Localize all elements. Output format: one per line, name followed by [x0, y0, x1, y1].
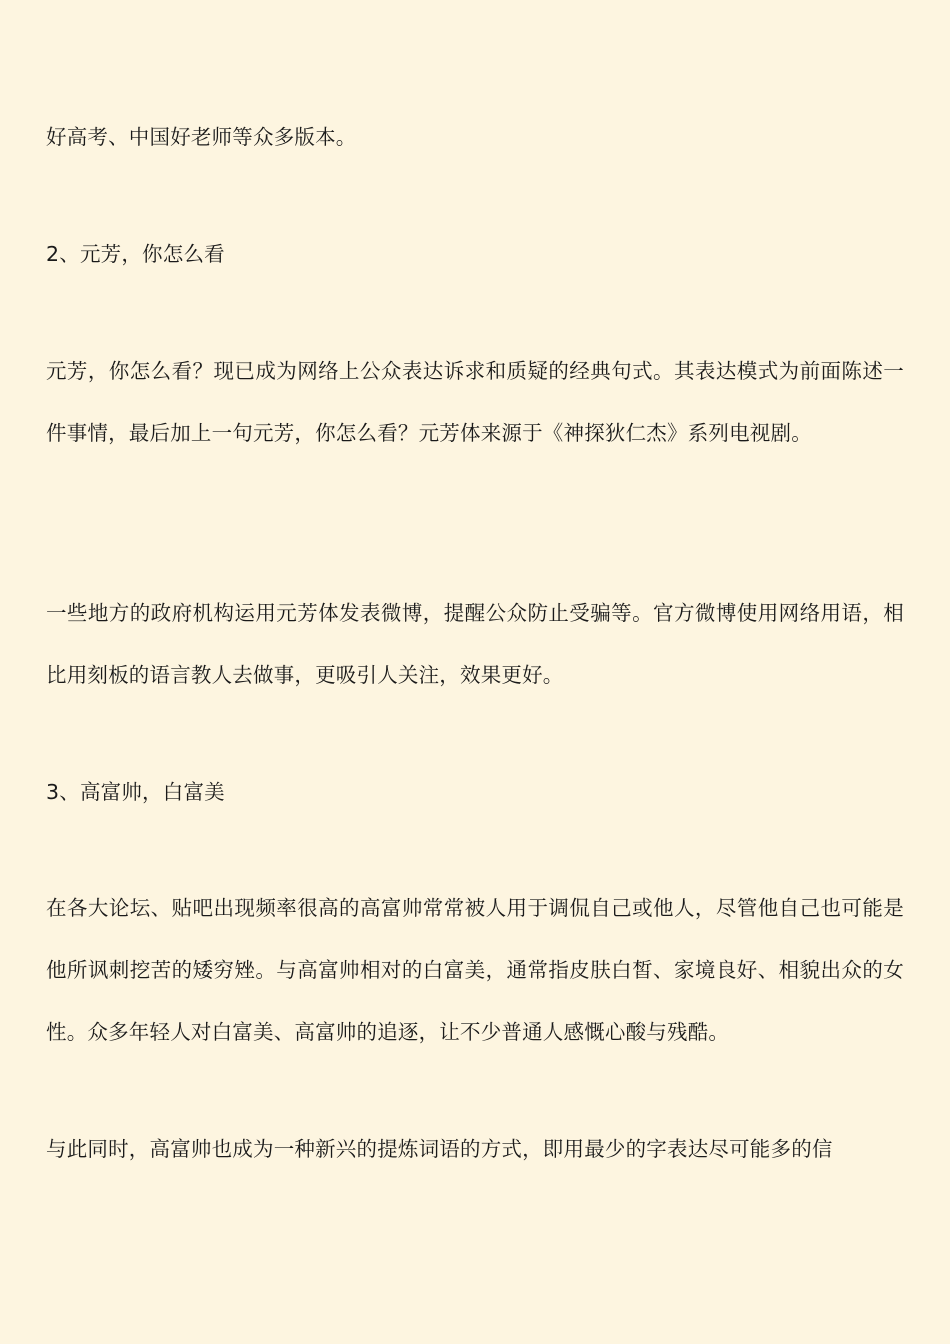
paragraph-gaofushuai-method: 与此同时，高富帅也成为一种新兴的提炼词语的方式，即用最少的字表达尽可能多的信 [46, 1137, 833, 1161]
paragraph-continuation: 好高考、中国好老师等众多版本。 [46, 125, 357, 149]
section-heading-3: 3、高富帅，白富美 [46, 780, 225, 804]
paragraph-yuanfang-intro: 元芳，你怎么看？现已成为网络上公众表达诉求和质疑的经典句式。其表达模式为前面陈述一件事情，最后加上一句元芳，你怎么看？元芳体来源于《神探狄仁杰》系列电视剧。 [46, 359, 904, 445]
paragraph-yuanfang-usage: 一些地方的政府机构运用元芳体发表微博，提醒公众防止受骗等。官方微博使用网络用语，相比用刻板的语言教人去做事，更吸引人关注，效果更好。 [46, 601, 904, 687]
section-heading-2: 2、元芳，你怎么看 [46, 242, 225, 266]
paragraph-gaofushuai-intro: 在各大论坛、贴吧出现频率很高的高富帅常常被人用于调侃自己或他人，尽管他自己也可能是他所讽刺挖苦的矮穷矬。与高富帅相对的白富美，通常指皮肤白皙、家境良好、相貌出众的女性。众多年轻人对白富美、高富帅的追逐，让不少普通人感慨心酸与残酷。 [46, 896, 904, 1044]
